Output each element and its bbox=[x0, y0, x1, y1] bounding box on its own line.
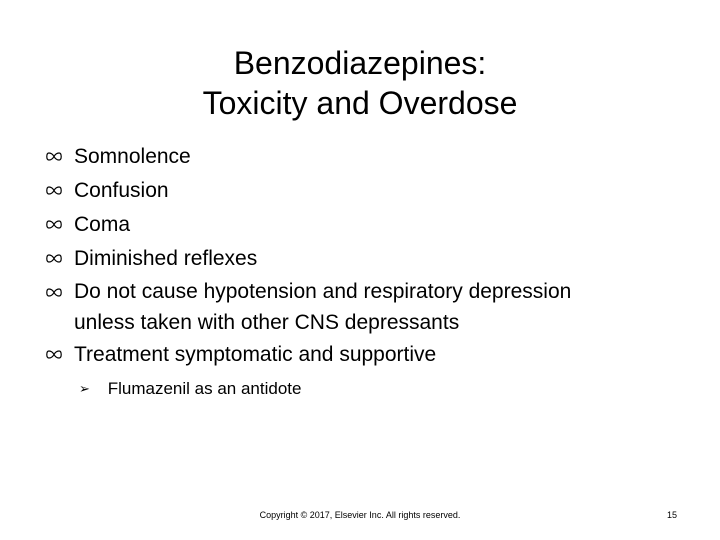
bullet-list bbox=[44, 140, 694, 372]
bullet-text: Confusion bbox=[74, 179, 169, 202]
bullet-text bbox=[74, 276, 694, 338]
footer-copyright: Copyright © 2017, Elsevier Inc. All rights reserved. bbox=[259, 510, 461, 520]
infinity-bullet-icon bbox=[44, 208, 64, 242]
sub-bullet-text: Flumazenil as an antidote bbox=[107, 379, 302, 398]
bullet-item bbox=[44, 208, 694, 242]
page-number: 15 bbox=[666, 510, 677, 520]
bullet-item bbox=[44, 338, 694, 372]
bullet-text: Treatment symptomatic and supportive bbox=[74, 343, 437, 366]
arrow-bullet-icon: ➢ bbox=[79, 381, 90, 396]
infinity-bullet-icon bbox=[44, 276, 64, 310]
bullet-text: Somnolence bbox=[74, 145, 191, 168]
infinity-bullet-icon bbox=[44, 242, 64, 276]
bullet-item bbox=[44, 174, 694, 208]
bullet-item bbox=[44, 140, 694, 174]
bullet-item bbox=[44, 242, 694, 276]
bullet-text-line-2: unless taken with other CNS depressants bbox=[74, 311, 460, 334]
title-line-2: Toxicity and Overdose bbox=[202, 85, 518, 122]
infinity-bullet-icon bbox=[44, 140, 64, 174]
bullet-text: Diminished reflexes bbox=[74, 247, 258, 270]
slide-title bbox=[0, 43, 720, 123]
title-line-1: Benzodiazepines: bbox=[233, 45, 487, 82]
bullet-item bbox=[44, 276, 694, 338]
bullet-text: Coma bbox=[74, 213, 131, 236]
infinity-bullet-icon bbox=[44, 338, 64, 372]
bullet-text-line-1: Do not cause hypotension and respiratory depression bbox=[74, 280, 572, 303]
sub-bullet bbox=[79, 378, 301, 400]
infinity-bullet-icon bbox=[44, 174, 64, 208]
